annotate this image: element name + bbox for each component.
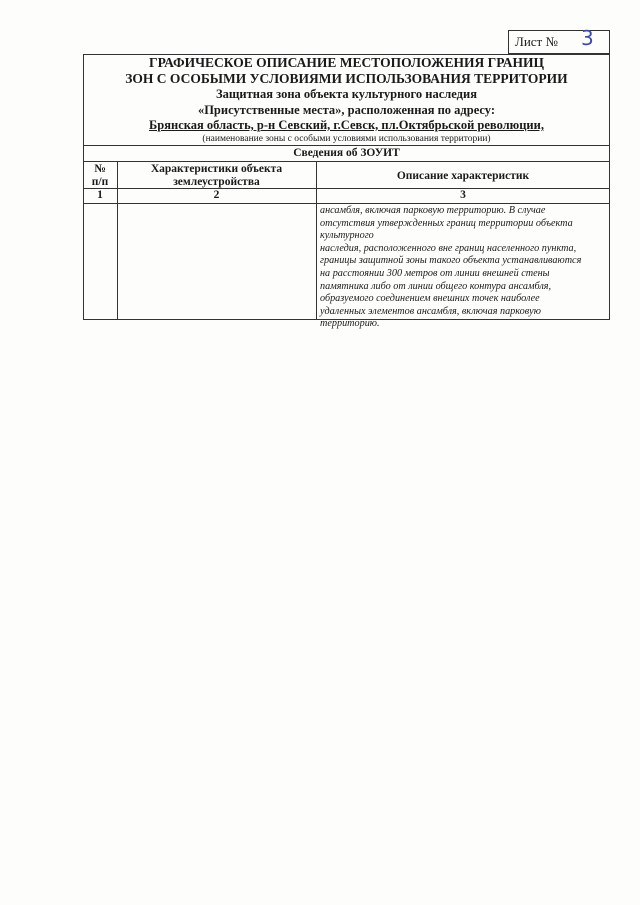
subtitle-line-1: Защитная зона объекта культурного наследия (216, 87, 477, 101)
row1-description (320, 205, 608, 331)
col2-header-line2: землеустройства (173, 176, 260, 188)
zone-name-caption: (наименование зоны с особыми условиями использования территории) (202, 134, 491, 144)
desc-line: образуемого соединением внешних точек наиболее (320, 293, 540, 305)
col1-header-line1: № (94, 163, 106, 175)
section-title: Сведения об ЗОУИТ (293, 147, 400, 159)
title-line-2: ЗОН С ОСОБЫМИ УСЛОВИЯМИ ИСПОЛЬЗОВАНИЯ ТЕРРИТОРИИ (125, 71, 568, 86)
desc-line: на расстоянии 300 метров от линии внешней стены (320, 267, 550, 279)
col1-header-line2: п/п (91, 176, 109, 188)
desc-line: отсутствия утвержденных границ территории объекта (320, 217, 573, 229)
subtitle-line-2: «Присутственные места», расположенная по адресу: (197, 103, 496, 117)
desc-line: ансамбля, включая парковую территорию. В случае (320, 205, 546, 216)
desc-line: наследия, расположенного вне границ населенного пункта, (320, 242, 577, 254)
title-line-1: ГРАФИЧЕСКОЕ ОПИСАНИЕ МЕСТОПОЛОЖЕНИЯ ГРАНИЦ (148, 55, 545, 70)
col-number-3: 3 (460, 189, 466, 201)
col-number-2: 2 (213, 189, 220, 201)
col-divider-2 (316, 161, 317, 320)
sheet-number: 3 (581, 26, 594, 50)
address-line: Брянская область, р-н Севский, г.Севск, пл.Октябрьской революции, (149, 118, 544, 132)
sheet-label: Лист № (515, 34, 558, 49)
sheet-number-box (508, 26, 610, 54)
desc-line: территорию. (320, 318, 380, 330)
table-top-border (83, 145, 610, 146)
col3-header: Описание характеристик (396, 170, 530, 182)
desc-line: удаленных элементов ансамбля, включая парковую (320, 305, 541, 317)
col2-header (117, 163, 316, 189)
desc-line: границы защитной зоны такого объекта устанавливаются (320, 255, 582, 267)
desc-line: памятника либо от линии общего контура ансамбля, (320, 280, 552, 292)
desc-line: культурного (320, 230, 374, 242)
col2-header-line1: Характеристики объекта (150, 163, 283, 175)
col-number-1: 1 (97, 189, 103, 201)
numbers-divider (83, 203, 610, 204)
col1-header (83, 163, 117, 189)
section-divider (83, 161, 610, 162)
